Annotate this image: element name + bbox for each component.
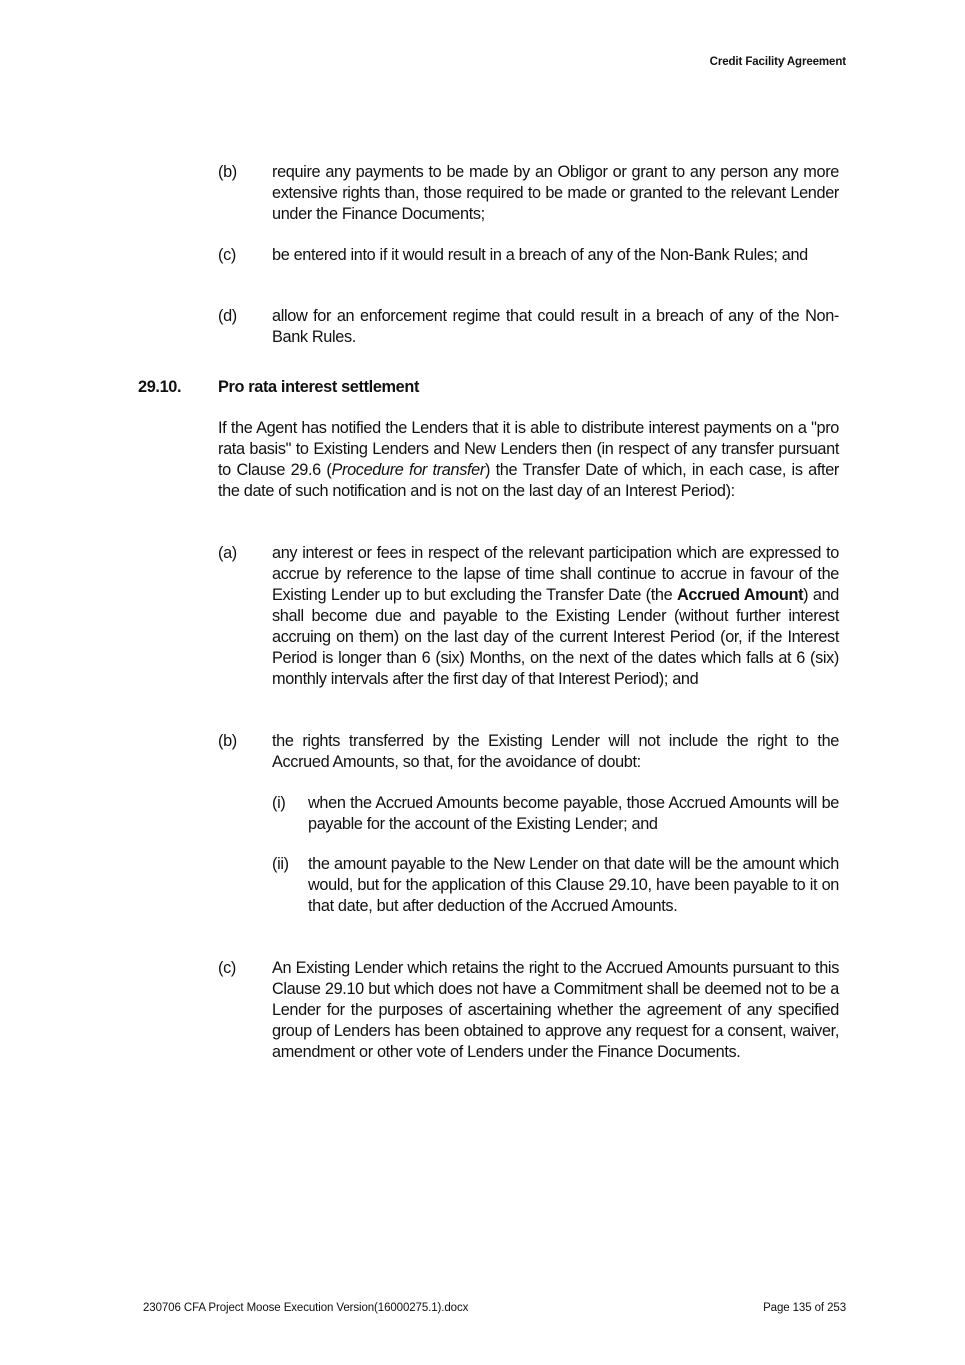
item-text: any interest or fees in respect of the relevant participation which are expressed to accrue by reference to the lapse of time shall continue to accrue in favour of the Existing Lender up to but excluding the Transfer Date (the (272, 544, 839, 604)
sub-text: the amount payable to the New Lender on that date will be the amount which would, but for the application of this Clause 29.10, have been payable to it on that date, but after deduction of the Accrued Amounts. (308, 855, 839, 915)
list-item-b-top (218, 162, 839, 225)
section-number: 29.10. (138, 378, 182, 396)
list-label: (b) (218, 732, 237, 750)
section-title: Pro rata interest settlement (218, 378, 420, 396)
list-text: the rights transferred by the Existing Lender will not include the right to the Accrued Amounts, so that, for the avoidance of doubt: (272, 732, 839, 771)
defined-term: Accrued Amount (677, 586, 804, 604)
sub-text: when the Accrued Amounts become payable, those Accrued Amounts will be payable for the account of the Existing Lender; and (308, 794, 839, 833)
list-label: (a) (218, 544, 237, 562)
list-text: allow for an enforcement regime that could result in a breach of any of the Non-Bank Rules. (272, 307, 839, 346)
intro-text: ) the Transfer Date of which, in each case, is after the date of such notification and is not on the last day of an Interest Period): (218, 461, 840, 500)
list-label: (c) (218, 959, 236, 977)
sub-item-ii (272, 854, 839, 917)
footer-page-number: Page 135 of 253 (763, 1302, 846, 1314)
list-item-c (218, 958, 839, 1063)
intro-text: If the Agent has notified the Lenders that it is able to distribute interest payments on a "pro rata basis" to Existing Lenders and New Lenders then (in respect of any transfer pursuant to Clause 29.6 ( (218, 419, 839, 479)
list-item-d-top (218, 306, 839, 348)
item-text: ) and shall become due and payable to the Existing Lender (without further interest accruing on them) on the last day of the current Interest Period (or, if the Interest Period is longer than 6 (six) Months, on the next of the dates which falls at 6 (six) monthly intervals after the first day of that Interest Period); and (272, 586, 839, 688)
list-label: (c) (218, 246, 236, 264)
running-header: Credit Facility Agreement (709, 56, 846, 68)
section-intro-paragraph (218, 418, 839, 502)
list-text (272, 543, 839, 690)
list-text: An Existing Lender which retains the right to the Accrued Amounts pursuant to this Clause 29.10 but which does not have a Commitment shall be deemed not to be a Lender for the purposes of ascertaining whether the agreement of any specified group of Lenders has been obtained to approve any request for a consent, waiver, amendment or other vote of Lenders under the Finance Documents. (272, 959, 839, 1061)
list-label: (d) (218, 307, 237, 325)
footer-filename: 230706 CFA Project Moose Execution Version(16000275.1).docx (143, 1302, 469, 1314)
list-item-c-top (218, 245, 839, 266)
list-text: be entered into if it would result in a breach of any of the Non-Bank Rules; and (272, 246, 808, 264)
list-text: require any payments to be made by an Obligor or grant to any person any more extensive rights than, those required to be made or granted to the relevant Lender under the Finance Documents; (272, 163, 839, 223)
list-item-a (218, 543, 839, 690)
list-label: (b) (218, 163, 237, 181)
clause-reference-italic: Procedure for transfer (331, 461, 485, 479)
sub-item-i (272, 793, 839, 835)
list-item-b (218, 731, 839, 773)
sub-label: (ii) (272, 855, 289, 873)
sub-label: (i) (272, 794, 286, 812)
